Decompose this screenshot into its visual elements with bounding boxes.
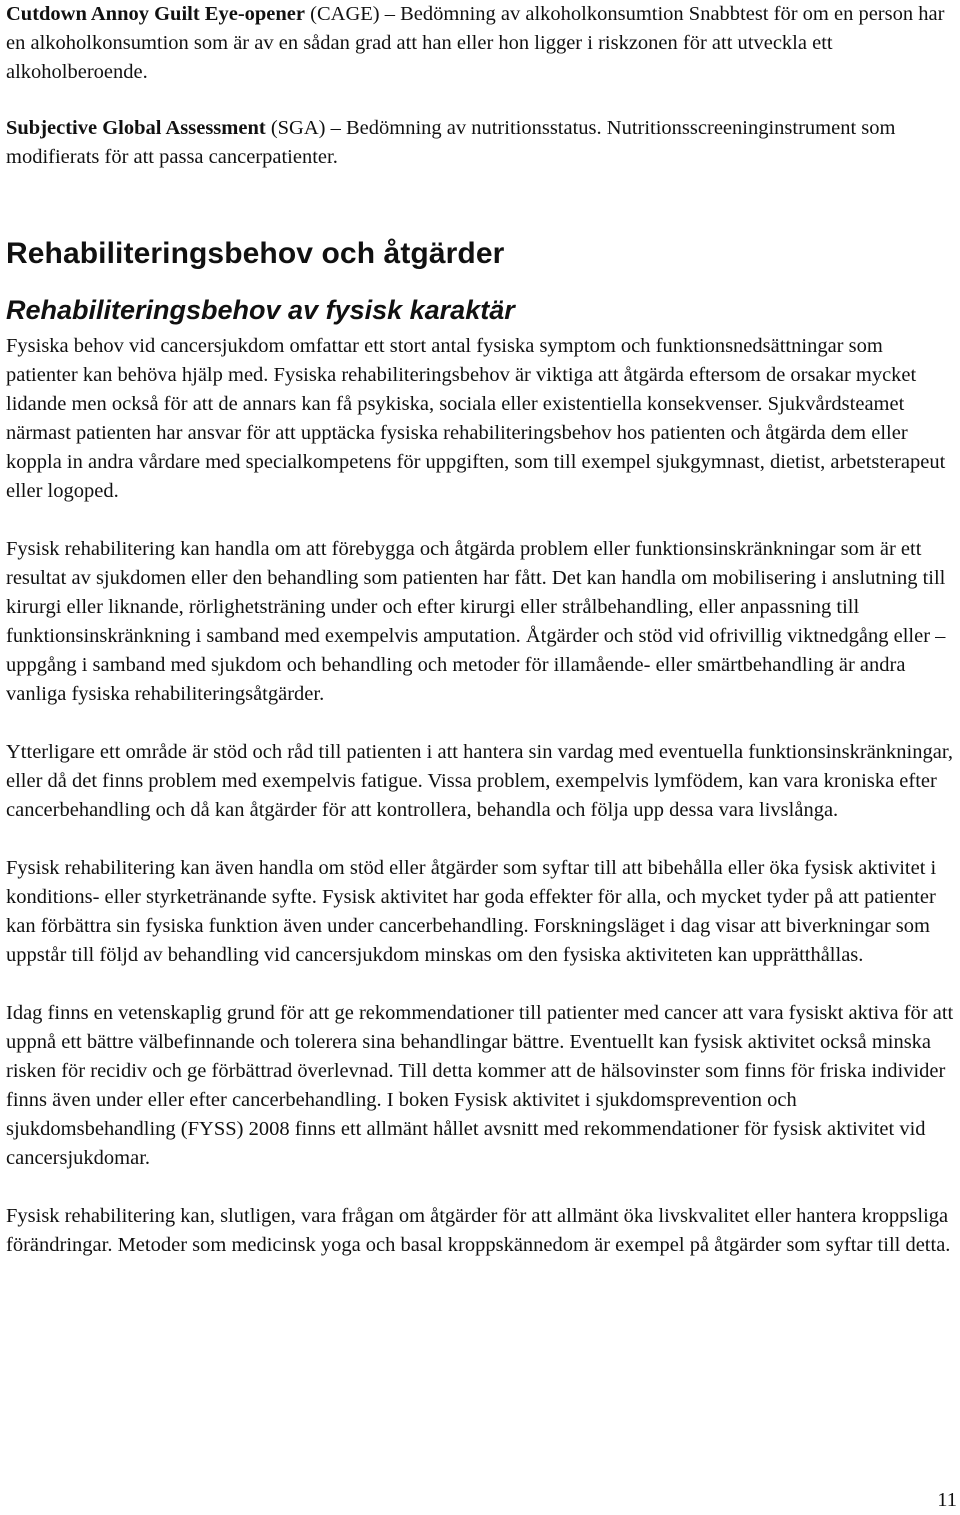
- page-number: 11: [937, 1489, 957, 1511]
- body-paragraph: Fysisk rehabilitering kan handla om att förebygga och åtgärda problem eller funktionsinskränkningar som är ett resultat av sjukdomen eller den behandling som patienten har fått. Det kan handla om mobilisering i anslutning till kirurgi eller liknande, rörlighetsträning under och efter kirurgi eller strålbehandling, eller anpassning till funktionsinskränkning i samband med exempelvis amputation. Åtgärder och stöd vid ofrivillig viktnedgång eller –uppgång i samband med sjukdom och behandling och metoder för illamående- eller smärtbehandling är andra vanliga fysiska rehabiliteringsåtgärder.: [6, 538, 946, 705]
- section-heading: Rehabiliteringsbehov och åtgärder: [6, 237, 505, 270]
- subsection-heading: Rehabiliteringsbehov av fysisk karaktär: [6, 295, 515, 325]
- body-paragraph: Fysisk rehabilitering kan, slutligen, vara frågan om åtgärder för att allmänt öka livskvalitet eller hantera kroppsliga förändringar. Metoder som medicinsk yoga och basal kroppskännedom är exempel på åtgärder som syftar till detta.: [6, 1205, 951, 1256]
- body-paragraph: Idag finns en vetenskaplig grund för att ge rekommendationer till patienter med cancer att vara fysiskt aktiva för att uppnå ett bättre välbefinnande och tolerera sina behandlingar bättre. Eventuellt kan fysisk aktivitet också minska risken för recidiv och ge förbättrad överlevnad. Till detta kommer att de hälsovinster som finns för friska individer finns även under eller efter cancerbehandling. I boken Fysisk aktivitet i sjukdomsprevention och sjukdomsbehandling (FYSS) 2008 finns ett allmänt hållet avsnitt med rekommendationer för fysisk aktivitet vid cancersjukdomar.: [6, 1002, 954, 1169]
- document-page: [6, 0, 958, 1260]
- body-paragraph: Fysisk rehabilitering kan även handla om stöd eller åtgärder som syftar till att bibehålla eller öka fysisk aktivitet i konditions- eller styrketränande syfte. Fysisk aktivitet har goda effekter för alla, och mycket tyder på att patienter kan förbättra sin fysiska funktion även under cancerbehandling. Forskningsläget i dag visar att biverkningar som uppstår till följd av behandling vid cancersjukdom minskas om den fysiska aktiviteten kan upprätthållas.: [6, 857, 937, 966]
- definition-cage: [6, 0, 958, 87]
- definition-text: (SGA) – Bedömning av nutritionsstatus. Nutritionsscreeninginstrument som modifierats för att passa cancerpatienter.: [6, 117, 896, 168]
- definition-text: (CAGE) – Bedömning av alkoholkonsumtion Snabbtest för om en person har en alkoholkonsumtion som är av en sådan grad att han eller hon ligger i riskzonen för att utveckla ett alkoholberoende.: [6, 3, 945, 83]
- body-paragraph: Ytterligare ett område är stöd och råd till patienten i att hantera sin vardag med eventuella funktionsinskränkningar, eller då det finns problem med exempelvis fatigue. Vissa problem, exempelvis lymfödem, kan vara kroniska efter cancerbehandling och då kan åtgärder för att kontrollera, behandla och följa upp dessa vara livslånga.: [6, 741, 953, 821]
- definition-term: Cutdown Annoy Guilt Eye-opener: [6, 3, 306, 25]
- body-paragraph: Fysiska behov vid cancersjukdom omfattar ett stort antal fysiska symptom och funktionsnedsättningar som patienter kan behöva hjälp med. Fysiska rehabiliteringsbehov är viktiga att åtgärda eftersom de orsakar mycket lidande men också för att de annars kan få psykiska, sociala eller existentiella konsekvenser. Sjukvårdsteamet närmast patienten har ansvar för att upptäcka fysiska rehabiliteringsbehov hos patienten och åtgärda dem eller koppla in andra vårdare med specialkompetens för uppgiften, som till exempel sjukgymnast, dietist, arbetsterapeut eller logoped.: [6, 335, 946, 502]
- definition-sga: [6, 114, 958, 172]
- definition-term: Subjective Global Assessment: [6, 117, 266, 139]
